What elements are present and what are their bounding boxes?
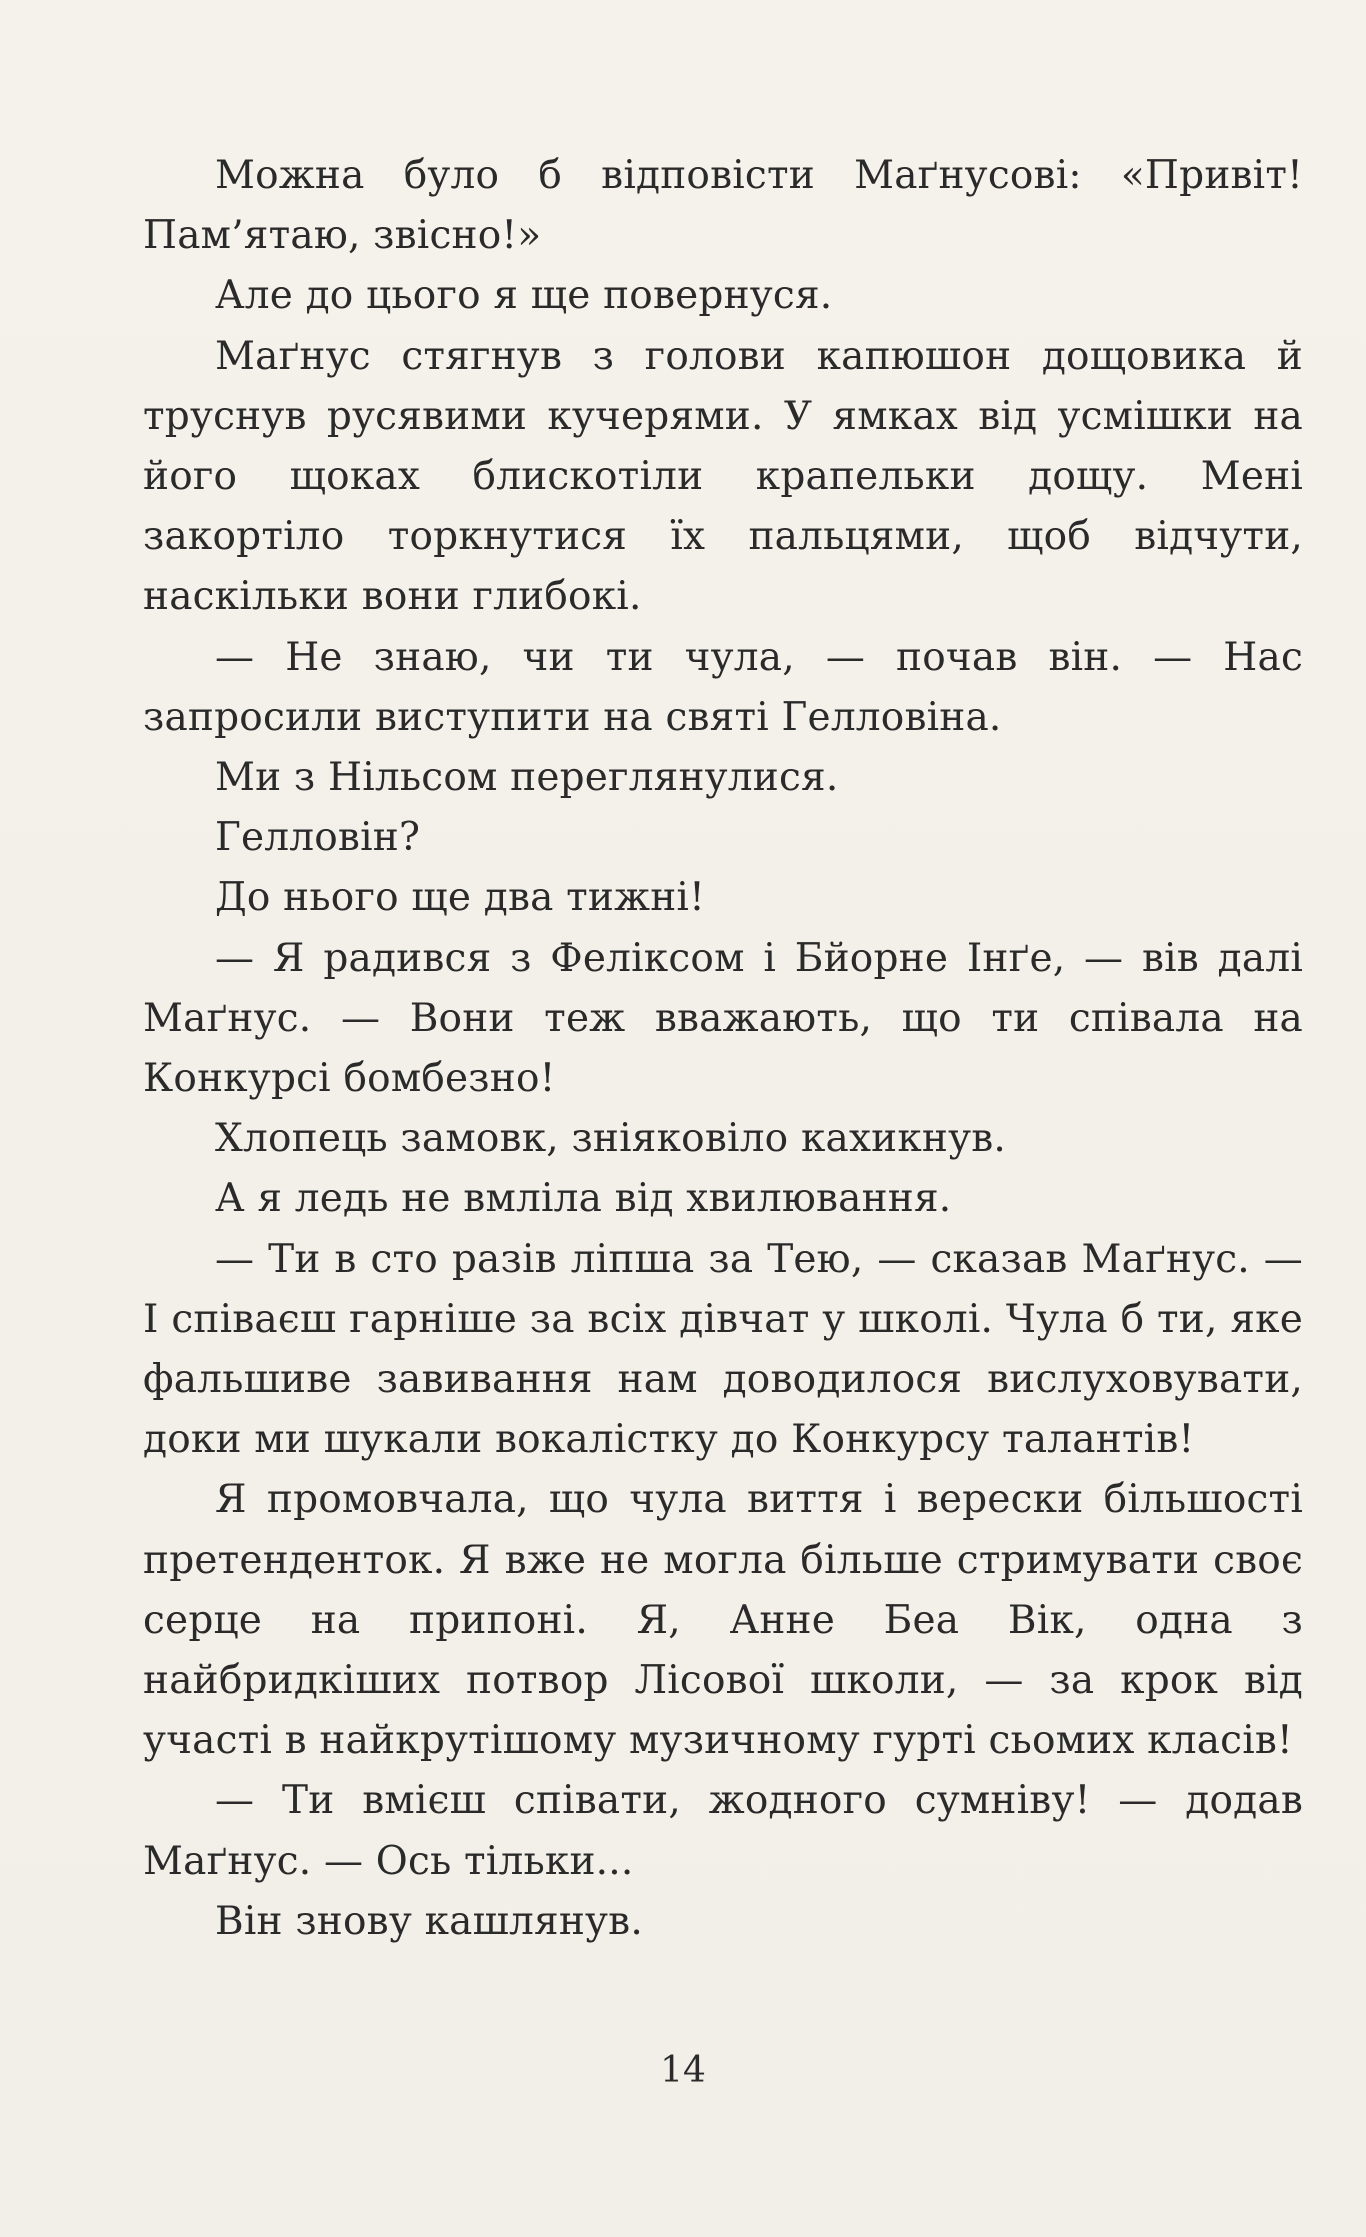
paragraph: До нього ще два тижні! — [215, 875, 705, 921]
paragraph: — Ти вмієш співати, жодного сумніву! — додав Маґнус. — Ось тільки... — [143, 1778, 1303, 1884]
paragraph: Він знову кашлянув. — [215, 1898, 643, 1944]
paragraph: Гелловін? — [215, 815, 421, 861]
paragraph: Але до цього я ще повернуся. — [215, 273, 833, 319]
paragraph: А я ледь не вмліла від хвилювання. — [215, 1176, 952, 1222]
page-text — [143, 146, 1303, 1952]
paragraph: Маґнус стягнув з голови капюшон дощовика й труснув русявими кучерями. У ямках від усмішки на його щоках блискотіли крапельки дощу. Мені закортіло торкнутися їх пальцями, щоб відчути, наскільки вони глибокі. — [143, 333, 1303, 620]
paragraph: — Я радився з Феліксом і Бйорне Інґе, — вів далі Маґнус. — Вони теж вважають, що ти співала на Конкурсі бомбезно! — [143, 935, 1303, 1102]
page-number: 14 — [660, 2050, 706, 2091]
paragraph: Можна було б відповісти Маґнусові: «Привіт! Пам’ятаю, звісно!» — [143, 153, 1303, 259]
paragraph: Хлопець замовк, зніяковіло кахикнув. — [215, 1116, 1007, 1162]
paragraph: Ми з Нільсом переглянулися. — [215, 755, 839, 801]
paragraph: Я промовчала, що чула виття і верески більшості претенденток. Я вже не могла більше стримувати своє серце на припоні. Я, Анне Беа Вік, одна з найбридкіших потвор Лісової школи, — за крок від участі в найкрутішому музичному гурті сьомих класів! — [143, 1477, 1303, 1764]
paragraph: — Ти в сто разів ліпша за Тею, — сказав Маґнус. — І співаєш гарніше за всіх дівчат у школі. Чула б ти, яке фальшиве завивання нам доводилося вислуховувати, доки ми шукали вокалістку до Конкурсу талантів! — [143, 1236, 1303, 1463]
paragraph: — Не знаю, чи ти чула, — почав він. — Нас запросили виступити на святі Гелловіна. — [143, 634, 1303, 740]
